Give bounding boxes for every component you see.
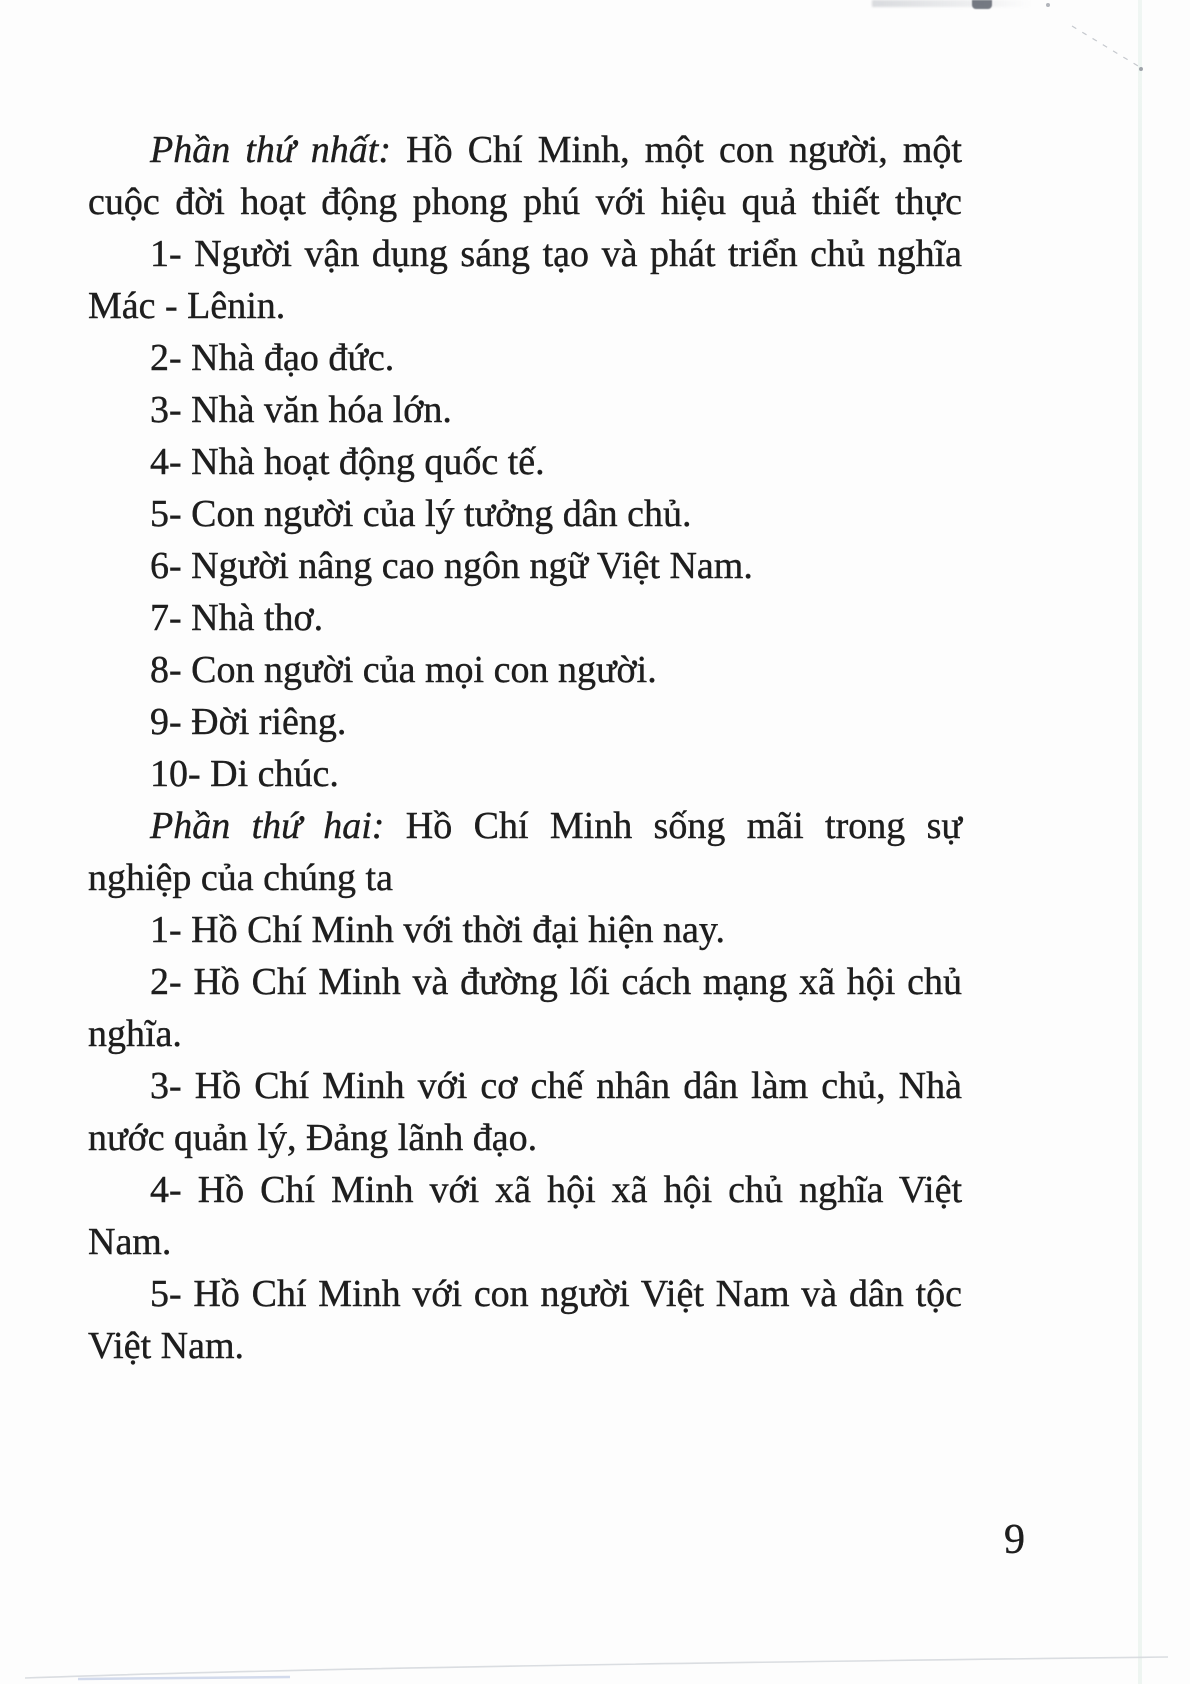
- line-text: 1- Người vận dụng sáng tạo và phát triển chủ nghĩa: [150, 233, 962, 275]
- page-bottom-edge-line: [25, 1657, 1168, 1678]
- line-text: 3- Hồ Chí Minh với cơ chế nhân dân làm chủ, Nhà: [150, 1065, 962, 1107]
- toc-line-15: [88, 852, 962, 904]
- toc-line-13: [88, 748, 962, 800]
- line-text: 2- Nhà đạo đức.: [150, 337, 395, 379]
- toc-line-3: [88, 228, 962, 280]
- line-text: 6- Người nâng cao ngôn ngữ Việt Nam.: [150, 545, 753, 587]
- line-text: 8- Con người của mọi con người.: [150, 649, 657, 691]
- toc-line-17: [88, 956, 962, 1008]
- page-edge-line-right: [1138, 0, 1142, 1684]
- line-text: 2- Hồ Chí Minh và đường lối cách mạng xã hội chủ: [150, 961, 962, 1003]
- line-text: Hồ Chí Minh, một con người, một: [406, 129, 962, 171]
- toc-line-23: [88, 1268, 962, 1320]
- toc-line-9: [88, 540, 962, 592]
- toc-line-19: [88, 1060, 962, 1112]
- line-text: 9- Đời riêng.: [150, 701, 347, 743]
- toc-line-22: [88, 1216, 962, 1268]
- toc-text-block: [88, 124, 962, 1372]
- toc-line-11: [88, 644, 962, 696]
- page-bottom-blue-line: [78, 1677, 290, 1679]
- line-text: 10- Di chúc.: [150, 753, 339, 795]
- toc-line-2: [88, 176, 962, 228]
- line-text: 5- Con người của lý tưởng dân chủ.: [150, 493, 692, 535]
- line-text: Nam.: [88, 1221, 172, 1263]
- line-text: nghĩa.: [88, 1013, 182, 1055]
- line-text: Mác - Lênin.: [88, 285, 286, 327]
- scan-scratch-line: [1072, 26, 1143, 69]
- page-number: 9: [1004, 1517, 1025, 1563]
- toc-line-24: [88, 1320, 962, 1372]
- toc-line-4: [88, 280, 962, 332]
- line-text: 4- Nhà hoạt động quốc tế.: [150, 441, 545, 483]
- section-heading-lead: Phần thứ hai:: [150, 805, 385, 847]
- line-text: nghiệp của chúng ta: [88, 857, 393, 899]
- toc-line-20: [88, 1112, 962, 1164]
- line-text: Hồ Chí Minh sống mãi trong sự: [405, 805, 962, 847]
- toc-line-1: [88, 124, 962, 176]
- toc-line-7: [88, 436, 962, 488]
- toc-line-5: [88, 332, 962, 384]
- line-text: Việt Nam.: [88, 1325, 245, 1367]
- toc-line-21: [88, 1164, 962, 1216]
- line-text: 3- Nhà văn hóa lớn.: [150, 389, 452, 431]
- section-heading-lead: Phần thứ nhất:: [150, 129, 391, 171]
- line-text: 1- Hồ Chí Minh với thời đại hiện nay.: [150, 909, 725, 951]
- toc-line-16: [88, 904, 962, 956]
- toc-line-8: [88, 488, 962, 540]
- scan-smudge-strip: [872, 0, 1032, 7]
- toc-line-14: [88, 800, 962, 852]
- line-text: cuộc đời hoạt động phong phú với hiệu quả thiết thực: [88, 181, 962, 223]
- toc-line-6: [88, 384, 962, 436]
- line-text: 7- Nhà thơ.: [150, 597, 324, 639]
- line-text: 4- Hồ Chí Minh với xã hội xã hội chủ nghĩa Việt: [150, 1169, 962, 1211]
- toc-line-10: [88, 592, 962, 644]
- line-text: 5- Hồ Chí Minh với con người Việt Nam và dân tộc: [150, 1273, 962, 1315]
- scan-smudge-blob: [972, 0, 992, 9]
- toc-line-12: [88, 696, 962, 748]
- toc-line-18: [88, 1008, 962, 1060]
- line-text: nước quản lý, Đảng lãnh đạo.: [88, 1117, 538, 1159]
- scan-smudge-dot: [1046, 3, 1050, 7]
